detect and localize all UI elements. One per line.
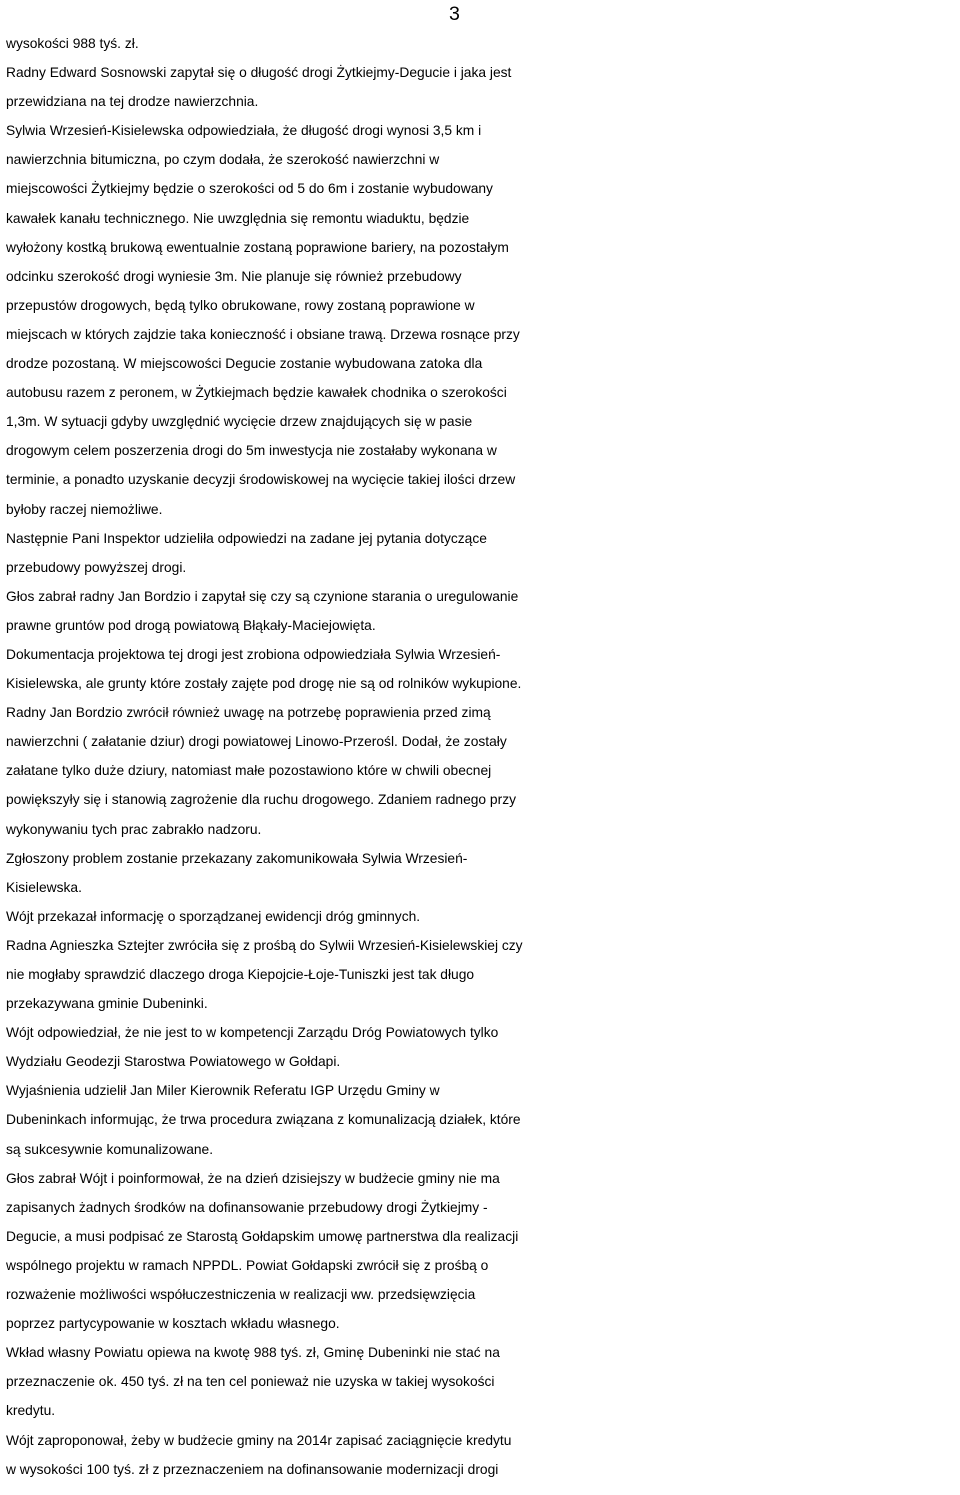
text-line: drodze pozostaną. W miejscowości Degucie zostanie wybudowana zatoka dla xyxy=(6,356,483,372)
text-line: Degucie, a musi podpisać ze Starostą Gołdapskim umowę partnerstwa dla realizacji xyxy=(6,1228,519,1244)
text-line: Wójt odpowiedział, że nie jest to w kompetencji Zarządu Dróg Powiatowych tylko xyxy=(6,1025,499,1041)
text-line: Dokumentacja projektowa tej drogi jest zrobiona odpowiedziała Sylwia Wrzesień- xyxy=(6,646,501,662)
text-line: przeznaczenie ok. 450 tyś. zł na ten cel ponieważ nie uzyska w takiej wysokości xyxy=(6,1374,495,1390)
text-line: powiększyły się i stanowią zagrożenie dla ruchu drogowego. Zdaniem radnego przy xyxy=(6,792,516,808)
text-line: odcinku szerokość drogi wyniesie 3m. Nie planuje się również przebudowy xyxy=(6,268,462,284)
text-line: Wkład własny Powiatu opiewa na kwotę 988 tyś. zł, Gminę Dubeninki nie stać na xyxy=(6,1345,500,1361)
text-line: kredytu. xyxy=(6,1403,56,1419)
text-line: przewidziana na tej drodze nawierzchnia. xyxy=(6,94,259,110)
document-body xyxy=(6,29,958,1484)
text-line: wysokości 988 tyś. zł. xyxy=(6,36,139,51)
text-line: nie mogłaby sprawdzić dlaczego droga Kiepojcie-Łoje-Tuniszki jest tak długo xyxy=(6,967,475,982)
text-line: poprzez partycypowanie w kosztach wkładu własnego. xyxy=(6,1316,340,1332)
text-line: terminie, a ponadto uzyskanie decyzji środowiskowej na wycięcie takiej ilości drzew xyxy=(6,472,516,488)
text-line: Kisielewska. xyxy=(6,879,82,895)
text-line: wyłożony kostką brukową ewentualnie zostaną poprawione bariery, na pozostałym xyxy=(6,239,509,255)
text-line: kawałek kanału technicznego. Nie uwzględnia się remontu wiaduktu, będzie xyxy=(6,210,470,226)
text-line: drogowym celem poszerzenia drogi do 5m inwestycja nie zostałaby wykonana w xyxy=(6,443,497,459)
text-line: Sylwia Wrzesień-Kisielewska odpowiedziała, że długość drogi wynosi 3,5 km i xyxy=(6,123,482,139)
text-line: Kisielewska, ale grunty które zostały zajęte pod drogę nie są od rolników wykupione. xyxy=(6,676,522,692)
page-number: 3 xyxy=(449,3,460,25)
text-line: prawne gruntów pod drogą powiatową Błąkały-Maciejowięta. xyxy=(6,617,376,633)
text-line: autobusu razem z peronem, w Żytkiejmach będzie kawałek chodnika o szerokości xyxy=(6,385,507,401)
text-line: byłoby raczej niemożliwe. xyxy=(6,501,163,517)
text-line: 1,3m. W sytuacji gdyby uwzględnić wycięcie drzew znajdujących się w pasie xyxy=(6,414,473,430)
text-line: Wójt zaproponował, żeby w budżecie gminy na 2014r zapisać zaciągnięcie kredytu xyxy=(6,1432,512,1448)
text-line: Następnie Pani Inspektor udzieliła odpowiedzi na zadane jej pytania dotyczące xyxy=(6,530,487,546)
text-line: miejscowości Żytkiejmy będzie o szerokości od 5 do 6m i zostanie wybudowany xyxy=(6,181,493,197)
text-line: wykonywaniu tych prac zabrakło nadzoru. xyxy=(6,821,262,837)
text-line: Dubeninkach informując, że trwa procedura związana z komunalizacją działek, które xyxy=(6,1112,521,1128)
text-line: przebudowy powyższej drogi. xyxy=(6,559,187,575)
text-line: miejscach w których zajdzie taka konieczność i obsiane trawą. Drzewa rosnące przy xyxy=(6,326,520,342)
text-line: Zgłoszony problem zostanie przekazany zakomunikowała Sylwia Wrzesień- xyxy=(6,850,468,866)
text-line: w wysokości 100 tyś. zł z przeznaczeniem na dofinansowanie modernizacji drogi xyxy=(6,1461,499,1477)
text-line: Wydziału Geodezji Starostwa Powiatowego w Gołdapi. xyxy=(6,1054,341,1070)
text-line: przepustów drogowych, będą tylko obrukowane, rowy zostaną poprawione w xyxy=(6,297,475,313)
text-line: przekazywana gminie Dubeninki. xyxy=(6,996,208,1012)
text-line: są sukcesywnie komunalizowane. xyxy=(6,1141,214,1157)
text-line: wspólnego projektu w ramach NPPDL. Powiat Gołdapski zwrócił się z prośbą o xyxy=(6,1257,489,1273)
text-line: Wyjaśnienia udzielił Jan Miler Kierownik Referatu IGP Urzędu Gminy w xyxy=(6,1083,440,1099)
text-line: nawierzchni ( załatanie dziur) drogi powiatowej Linowo-Przerośl. Dodał, że zostały xyxy=(6,734,507,750)
text-line: Wójt przekazał informację o sporządzanej ewidencji dróg gminnych. xyxy=(6,908,421,924)
text-line: Głos zabrał Wójt i poinformował, że na dzień dzisiejszy w budżecie gminy nie ma xyxy=(6,1170,500,1186)
text-line: Radna Agnieszka Sztejter zwróciła się z prośbą do Sylwii Wrzesień-Kisielewskiej czy xyxy=(6,937,523,953)
text-line: załatane tylko duże dziury, natomiast małe pozostawiono które w chwili obecnej xyxy=(6,763,492,779)
text-line: Głos zabrał radny Jan Bordzio i zapytał się czy są czynione starania o uregulowanie xyxy=(6,588,519,604)
text-line: zapisanych żadnych środków na dofinansowanie przebudowy drogi Żytkiejmy - xyxy=(6,1199,488,1215)
text-line: nawierzchnia bitumiczna, po czym dodała, że szerokość nawierzchni w xyxy=(6,152,440,168)
text-line: Radny Jan Bordzio zwrócił również uwagę na potrzebę poprawienia przed zimą xyxy=(6,705,491,721)
text-line: Radny Edward Sosnowski zapytał się o długość drogi Żytkiejmy-Degucie i jaka jest xyxy=(6,65,512,81)
text-line: rozważenie możliwości współuczestniczenia w realizacji ww. przedsięwzięcia xyxy=(6,1287,476,1303)
